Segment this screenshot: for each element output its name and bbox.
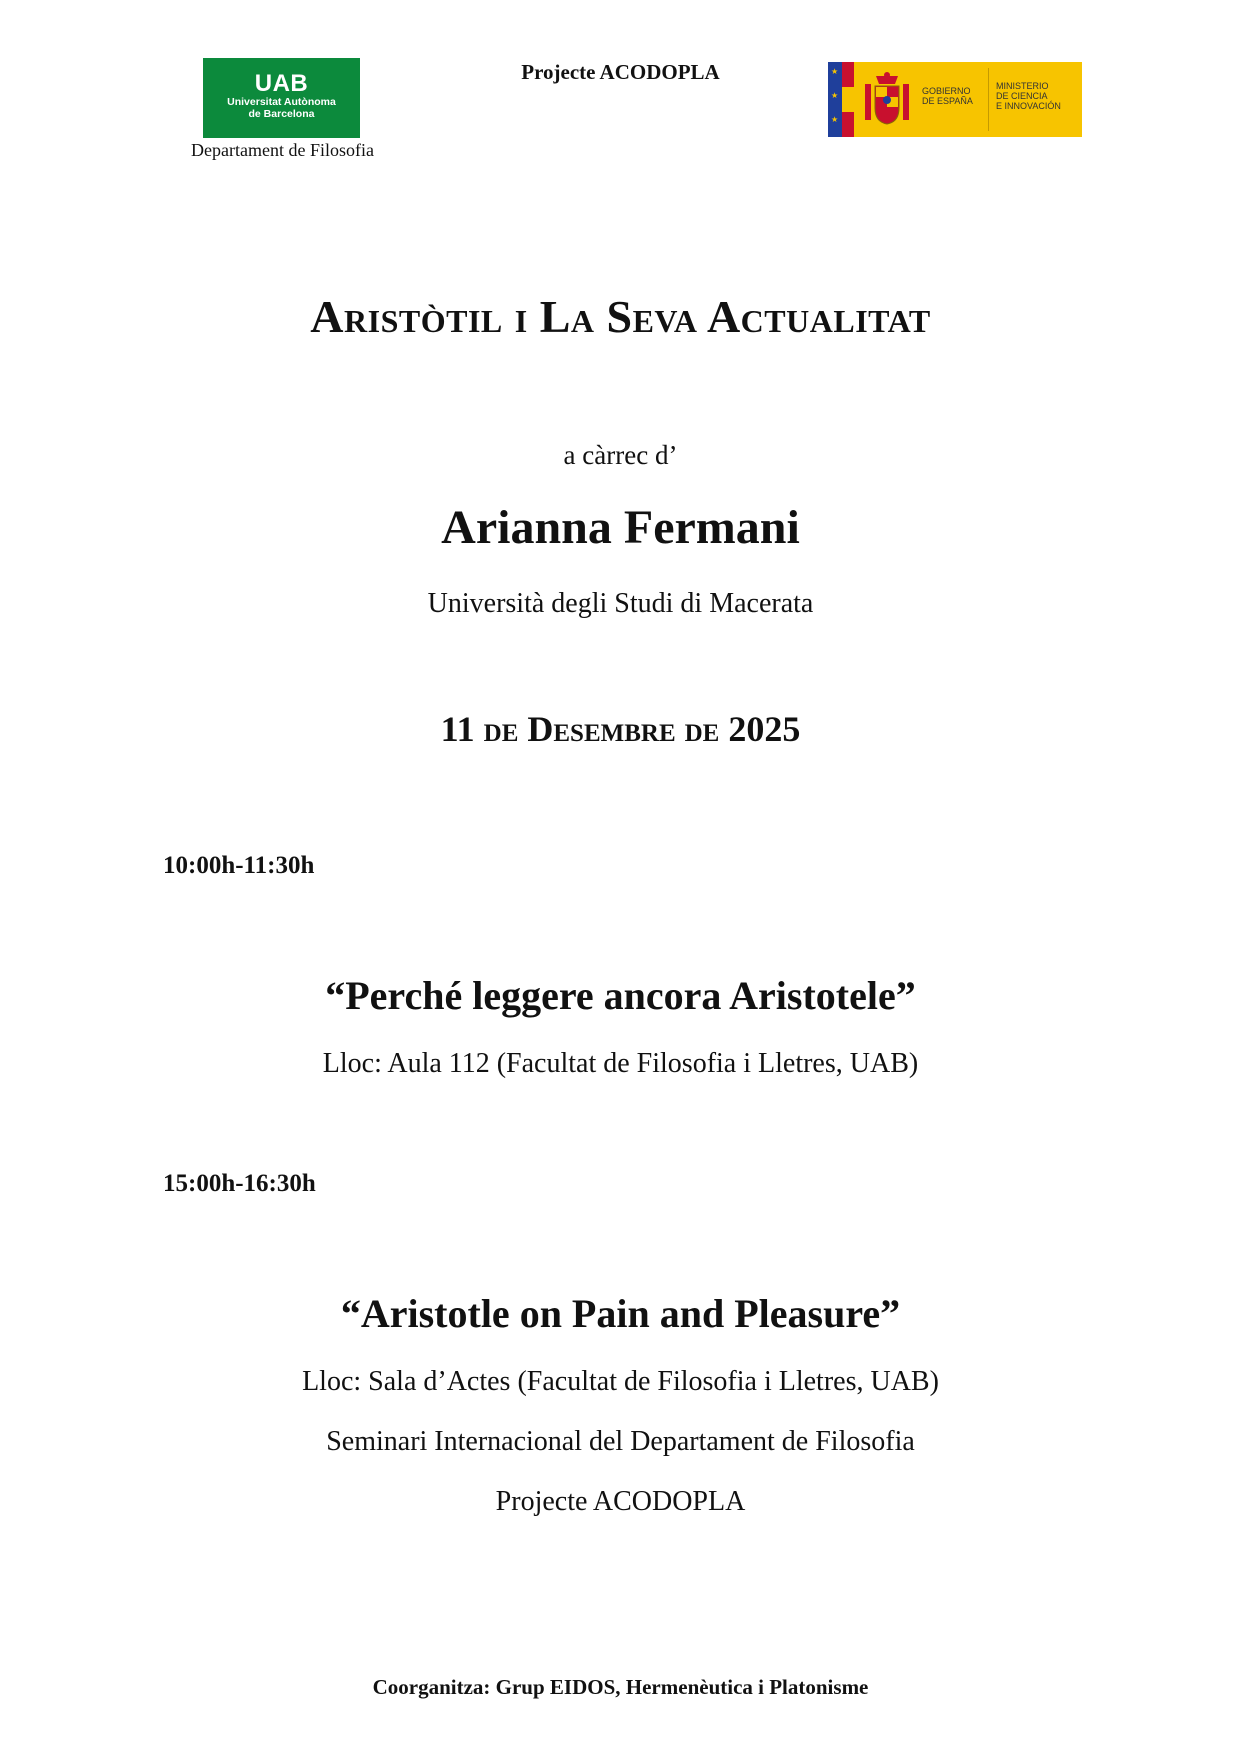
session-place: Lloc: Aula 112 (Facultat de Filosofia i Lletres, UAB)	[322, 1048, 919, 1079]
session-time: 15:00h-16:30h	[163, 1170, 316, 1197]
uab-logo-acronym: UAB	[254, 70, 309, 97]
seminar-label: Seminari Internacional del Departament de Filosofia	[326, 1426, 915, 1457]
department-label: Departament de Filosofia	[191, 140, 374, 160]
gov-text-right: MINISTERIO DE CIENCIA E INNOVACIÓN	[996, 81, 1061, 111]
project-header-text: Projecte ACODOPLA	[521, 60, 720, 84]
session-time: 10:00h-11:30h	[163, 852, 315, 879]
uab-logo-line: Universitat Autònoma	[227, 96, 336, 108]
gov-text-left: GOBIERNO DE ESPAÑA	[922, 86, 973, 106]
session-place: Lloc: Sala d’Actes (Facultat de Filosofia i Lletres, UAB)	[302, 1366, 939, 1397]
speaker-affiliation: Università degli Studi di Macerata	[427, 588, 814, 619]
star-icon: ★	[831, 115, 839, 124]
session-talk-title: “Aristotle on Pain and Pleasure”	[340, 1291, 901, 1336]
spain-flag-strip	[842, 62, 854, 137]
eu-flag-strip	[828, 62, 842, 137]
divider	[988, 68, 989, 131]
coorganizer-footer: Coorganitza: Grup EIDOS, Hermenèutica i Platonisme	[372, 1675, 869, 1699]
project-label: Projecte ACODOPLA	[495, 1486, 746, 1517]
government-logo	[828, 62, 1082, 137]
uab-logo-line: de Barcelona	[248, 108, 315, 120]
star-icon: ★	[831, 67, 839, 76]
event-title: Aristòtil i La Seva Actualitat	[310, 291, 931, 342]
coat-of-arms-icon	[862, 70, 912, 128]
by-label: a càrrec d’	[563, 440, 678, 470]
speaker-name: Arianna Fermani	[441, 501, 800, 554]
session-talk-title: “Perché leggere ancora Aristotele”	[325, 973, 916, 1018]
event-date: 11 de Desembre de 2025	[440, 709, 801, 749]
star-icon: ★	[831, 91, 839, 100]
